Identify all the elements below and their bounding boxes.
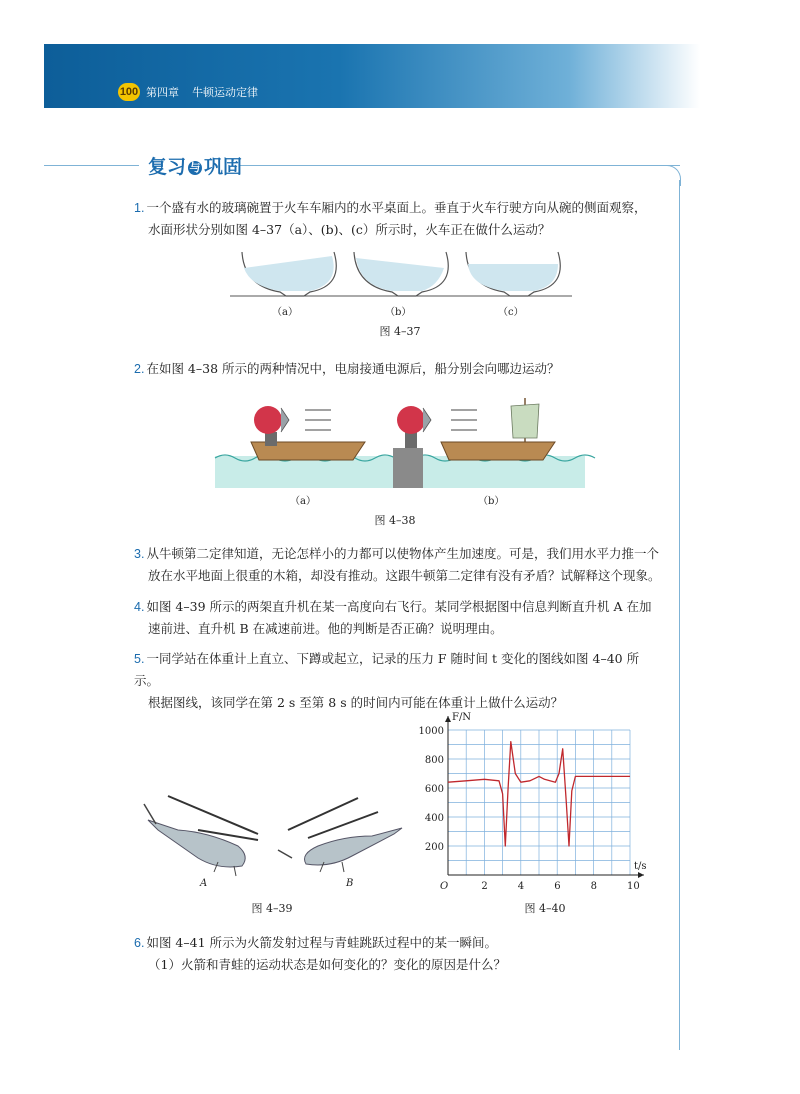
chapter-header <box>146 84 268 100</box>
fig39-label-a: A <box>200 878 208 889</box>
question-1 <box>134 197 664 241</box>
y-tick-label: 1000 <box>418 726 444 737</box>
question-text: 速前进、直升机 B 在减速前进。他的判断是否正确？说明理由。 <box>148 621 503 636</box>
x-tick-label: O <box>440 881 449 892</box>
question-text: 如图 4–41 所示为火箭发射过程与青蛙跳跃过程中的某一瞬间。 <box>146 935 497 950</box>
question-text: 在如图 4–38 所示的两种情况中，电扇接通电源后，船分别会向哪边运动？ <box>146 361 560 376</box>
fig37-label-a: （a） <box>272 307 298 318</box>
bowl-c <box>454 252 572 296</box>
y-tick-label: 800 <box>424 755 444 766</box>
question-number: 3. <box>134 547 145 561</box>
figure-4-39 <box>138 790 408 885</box>
frame-line-top <box>240 165 680 166</box>
y-tick-label: 600 <box>424 784 444 795</box>
question-text: 从牛顿第二定律知道，无论怎样小的力都可以使物体产生加速度。可是，我们用水平力推一个 <box>146 546 659 561</box>
figure-4-40-chart <box>410 700 660 900</box>
fig38-label-a: （a） <box>290 496 316 507</box>
fig37-caption: 图 4–37 <box>379 325 421 338</box>
fig40-caption: 图 4–40 <box>524 902 566 915</box>
x-tick-label: 2 <box>481 881 488 892</box>
frame-line-left <box>44 165 139 166</box>
y-axis-arrow <box>445 716 451 722</box>
question-text: 放在水平地面上很重的木箱，却没有推动。这跟牛顿第二定律有没有矛盾？试解释这个现象。 <box>148 568 661 583</box>
x-tick-label: 8 <box>590 881 597 892</box>
question-text: 一同学站在体重计上直立、下蹲或起立，记录的压力 F 随时间 t 变化的图线如图 4–40 所示。 <box>134 651 640 688</box>
header-band <box>44 44 700 108</box>
fig38-caption: 图 4–38 <box>374 514 416 527</box>
question-number: 1. <box>134 201 145 215</box>
x-axis-label: t/s <box>634 861 647 872</box>
chapter-title: 牛顿运动定律 <box>192 87 259 99</box>
question-number: 6. <box>134 936 145 950</box>
boat-a <box>251 406 365 460</box>
fig38-label-b: （b） <box>478 496 505 507</box>
chapter-number: 第四章 <box>146 87 179 99</box>
title-part-a: 复习 <box>148 156 187 178</box>
section-title <box>148 152 242 179</box>
fig37-label-b: （b） <box>385 307 412 318</box>
y-tick-label: 400 <box>424 813 444 824</box>
y-tick-label: 200 <box>424 842 444 853</box>
question-text: 一个盛有水的玻璃碗置于火车车厢内的水平桌面上。垂直于火车行驶方向从碗的侧面观察， <box>146 200 647 215</box>
fig39-caption: 图 4–39 <box>251 902 293 915</box>
dock <box>393 448 423 488</box>
bowl-b <box>342 252 460 296</box>
title-part-b: 与 <box>189 160 201 174</box>
question-number: 5. <box>134 652 145 666</box>
fig37-label-c: （c） <box>498 307 524 318</box>
x-axis-arrow <box>638 872 644 878</box>
question-text: 水面形状分别如图 4–37（a）、(b)、(c）所示时，火车正在做什么运动？ <box>148 222 551 237</box>
question-2 <box>134 358 664 380</box>
question-text: （1）火箭和青蛙的运动状态是如何变化的？变化的原因是什么？ <box>148 957 506 972</box>
question-number: 4. <box>134 600 145 614</box>
question-6 <box>134 932 664 976</box>
frame-corner <box>660 165 681 186</box>
x-tick-label: 10 <box>627 881 640 892</box>
question-number: 2. <box>134 362 145 376</box>
x-tick-label: 4 <box>517 881 525 892</box>
figure-4-38 <box>215 398 585 488</box>
page-number: 100 <box>118 83 140 101</box>
helicopter-b <box>278 798 402 872</box>
question-text: 根据图线，该同学在第 2 s 至第 8 s 的时间内可能在体重计上做什么运动？ <box>148 695 564 710</box>
figure-4-37 <box>230 250 560 305</box>
x-tick-label: 6 <box>554 881 561 892</box>
bowl-a <box>230 252 348 296</box>
frame-line-right <box>679 180 680 1050</box>
question-4 <box>134 596 664 640</box>
fig39-label-b: B <box>346 878 354 889</box>
helicopter-a <box>144 796 258 876</box>
question-3 <box>134 543 664 587</box>
y-axis-label: F/N <box>452 712 472 723</box>
title-part-c: 巩固 <box>204 156 243 178</box>
question-text: 如图 4–39 所示的两架直升机在某一高度向右飞行。某同学根据图中信息判断直升机 A 在加 <box>146 599 652 614</box>
